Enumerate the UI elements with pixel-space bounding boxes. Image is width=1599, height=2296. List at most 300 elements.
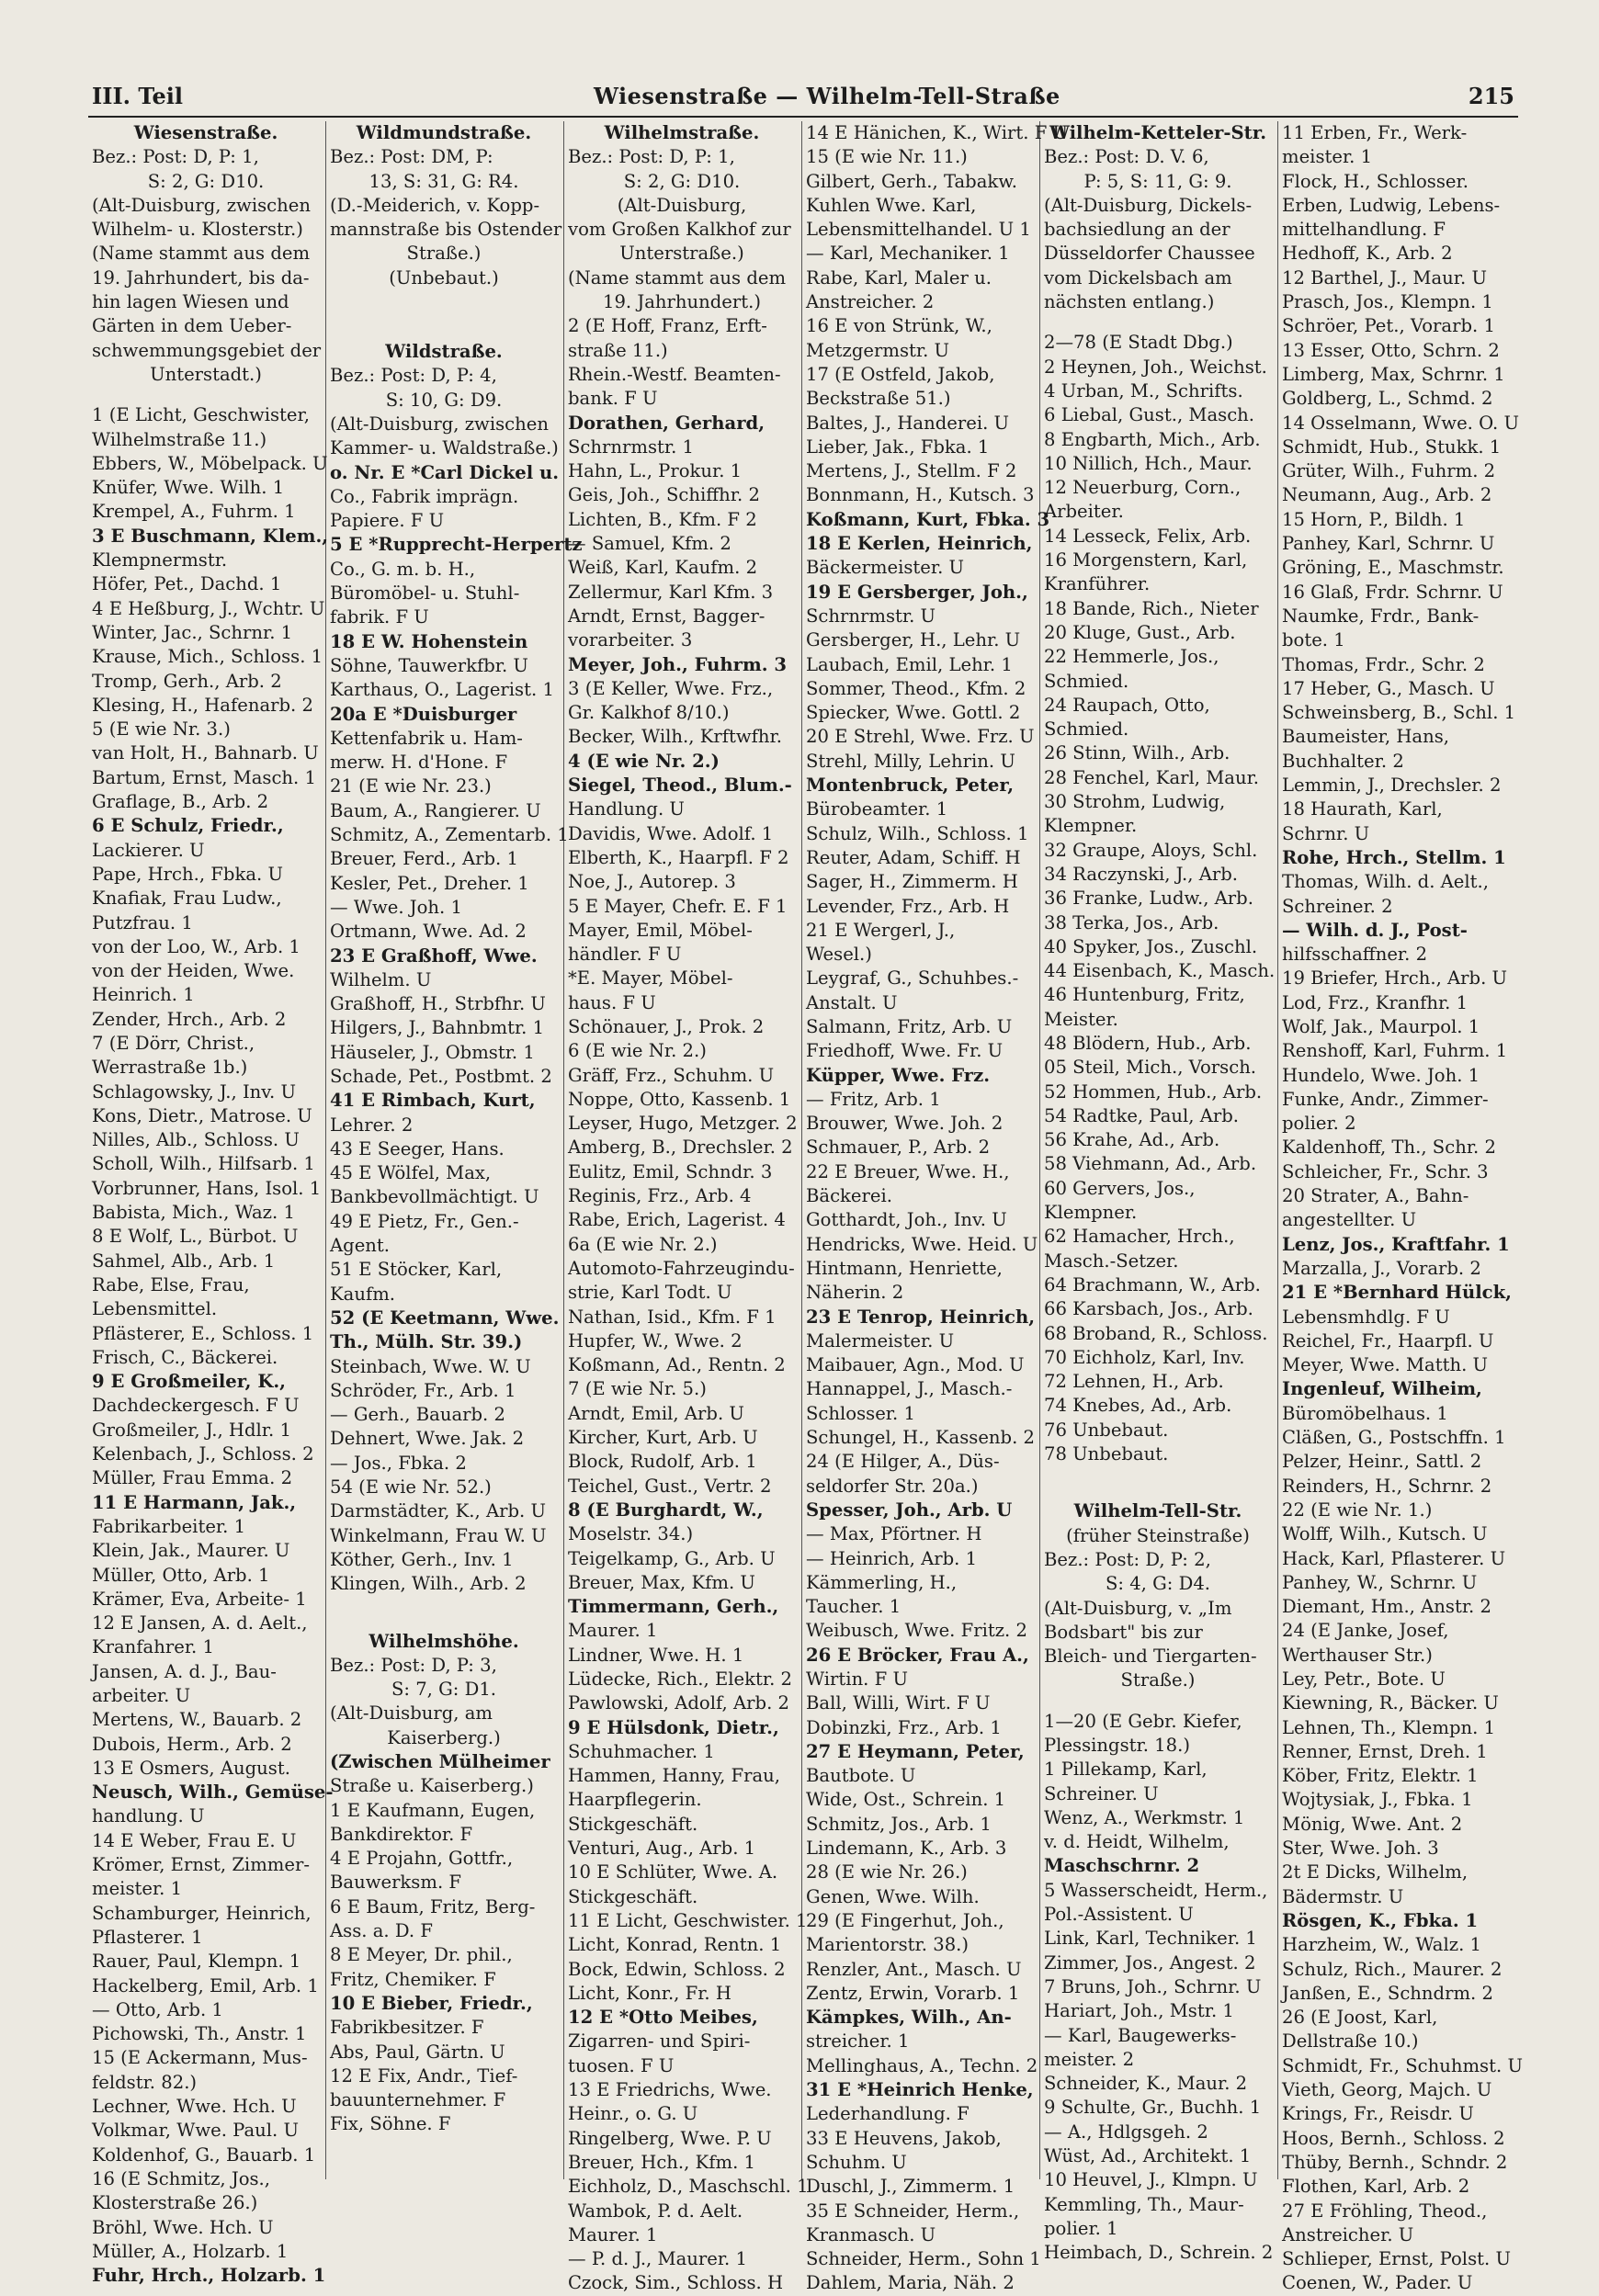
directory-entry: Schuhm. U (806, 2151, 907, 2173)
directory-entry: 14 E Weber, Frau E. U (92, 1829, 297, 1851)
directory-entry: S: 2, G: D10. (623, 170, 741, 192)
directory-entry: Kesler, Pet., Dreher. 1 (330, 872, 529, 894)
directory-entry: 21 (E wie Nr. 23.) (330, 775, 492, 797)
directory-entry: Kons, Dietr., Matrose. U (92, 1104, 312, 1126)
directory-entry: Lehrer. 2 (330, 1114, 414, 1136)
directory-entry: 15 Horn, P., Bildh. 1 (1282, 508, 1466, 530)
directory-entry: Babista, Mich., Waz. 1 (92, 1202, 295, 1224)
directory-entry: Harzheim, W., Walz. 1 (1282, 1934, 1482, 1956)
directory-entry: Reuter, Adam, Schiff. H (806, 846, 1021, 868)
directory-entry: seldorfer Str. 20a.) (806, 1475, 979, 1497)
directory-entry: Renzler, Ant., Masch. U (806, 1958, 1022, 1980)
directory-entry: Bauwerksm. F (330, 1872, 461, 1894)
directory-entry: 23 E Tenrop, Heinrich, (806, 1306, 1036, 1328)
column-6 (1278, 121, 1523, 2294)
directory-entry: Hannappel, J., Masch.- (806, 1378, 1013, 1400)
directory-entry: Maibauer, Agn., Mod. U (806, 1354, 1025, 1376)
directory-entry: 13, S: 31, G: R4. (369, 170, 519, 192)
directory-entry: Pichowski, Th., Anstr. 1 (92, 2023, 307, 2045)
directory-entry: 11 E Harmann, Jak., (92, 1491, 297, 1513)
directory-entry: 9 E Großmeiler, K., (92, 1371, 286, 1393)
directory-entry: 28 Fenchel, Karl, Maur. (1044, 766, 1260, 788)
directory-entry: 45 E Wölfel, Max, (330, 1162, 492, 1184)
directory-entry: Hammen, Hanny, Frau, (568, 1765, 781, 1787)
directory-entry: Köther, Gerh., Inv. 1 (330, 1548, 514, 1570)
directory-entry: Th., Mülh. Str. 39.) (330, 1331, 523, 1353)
directory-entry: 14 E Hänichen, K., Wirt. F U (806, 122, 1069, 143)
spacer (330, 1613, 558, 1630)
directory-entry: Knafiak, Frau Ludw., (92, 888, 282, 910)
directory-entry: S: 10, G: D9. (385, 389, 503, 411)
directory-entry: 54 Radtke, Paul, Arb. (1044, 1104, 1240, 1126)
directory-entry: Lebensmhdlg. F U (1282, 1306, 1450, 1328)
directory-entry: Schneider, K., Maur. 2 (1044, 2073, 1248, 2095)
directory-entry: Erben, Ludwig, Lebens- (1282, 194, 1501, 216)
directory-entry: streicher. 1 (806, 2030, 910, 2053)
directory-entry: — Wilh. d. J., Post- (1282, 919, 1468, 941)
directory-entry: Schungel, H., Kassenb. 2 (806, 1427, 1035, 1449)
directory-entry: Fuhr, Hrch., Holzarb. 1 (92, 2265, 326, 2287)
directory-entry: Marzalla, J., Vorarb. 2 (1282, 1257, 1481, 1279)
directory-entry: Gärten in dem Ueber- (92, 315, 292, 337)
directory-entry: 7 Bruns, Joh., Schrnr. U (1044, 1975, 1262, 1997)
directory-entry: 46 Huntenburg, Fritz, (1044, 984, 1245, 1006)
directory-entry: Lehnen, Th., Klempn. 1 (1282, 1716, 1496, 1738)
directory-entry: Baltes, J., Handerei. U (806, 412, 1010, 434)
directory-entry: 18 E Kerlen, Heinrich, (806, 533, 1033, 555)
directory-entry: Papiere. F U (330, 510, 445, 532)
directory-entry: Dorathen, Gerhard, (568, 412, 765, 434)
directory-entry: Cläßen, G., Postschffn. 1 (1282, 1427, 1506, 1449)
directory-entry: (Alt-Duisburg, (617, 194, 747, 216)
directory-entry: 8 E Meyer, Dr. phil., (330, 1944, 513, 1966)
directory-entry: Dubois, Herm., Arb. 2 (92, 1733, 292, 1755)
directory-entry: Karthaus, O., Lagerist. 1 (330, 679, 554, 701)
directory-entry: 15 (E wie Nr. 11.) (806, 146, 968, 168)
directory-entry: Licht, Konrad, Rentn. 1 (568, 1934, 782, 1956)
directory-entry: — Gerh., Bauarb. 2 (330, 1404, 505, 1426)
directory-entry: Krempel, A., Fuhrm. 1 (92, 501, 296, 523)
directory-entry: 19 Briefer, Hrch., Arb. U (1282, 967, 1508, 990)
directory-entry: Schleicher, Fr., Schr. 3 (1282, 1160, 1489, 1182)
directory-entry: meister. 2 (1044, 2048, 1135, 2070)
directory-entry: Spesser, Joh., Arb. U (806, 1499, 1013, 1521)
directory-entry: 4 Urban, M., Schrifts. (1044, 379, 1243, 402)
directory-entry: tuosen. F U (568, 2054, 675, 2076)
directory-entry: 5 E Mayer, Chefr. E. F 1 (568, 895, 788, 917)
directory-entry: Schmauer, P., Arb. 2 (806, 1137, 991, 1159)
directory-entry: 26 Stinn, Wilh., Arb. (1044, 742, 1230, 764)
directory-entry: Schade, Pet., Postbmt. 2 (330, 1065, 552, 1087)
directory-entry: 4 E Heßburg, J., Wchtr. U (92, 597, 325, 619)
directory-entry: (Alt-Duisburg, Dickels- (1044, 194, 1253, 216)
directory-entry: Rabe, Erich, Lagerist. 4 (568, 1209, 786, 1231)
directory-entry: Gr. Kalkhof 8/10.) (568, 702, 730, 724)
directory-entry: Bäckerei. (806, 1185, 892, 1207)
directory-entry: Höfer, Pet., Dachd. 1 (92, 573, 282, 595)
directory-entry: Bodsbart" bis zur (1044, 1621, 1203, 1643)
directory-entry: vom Großen Kalkhof zur (568, 219, 791, 241)
directory-entry: Wolf, Jak., Maurpol. 1 (1282, 1015, 1480, 1037)
spacer (330, 323, 558, 340)
spacer (1044, 1483, 1272, 1499)
directory-entry: polier. 2 (1282, 1113, 1356, 1135)
directory-entry: 7 (E wie Nr. 5.) (568, 1378, 707, 1400)
directory-entry: Bröhl, Wwe. Hch. U (92, 2216, 274, 2238)
directory-entry: Bäckermeister. U (806, 557, 965, 579)
directory-entry: Arndt, Ernst, Bagger- (568, 605, 765, 627)
directory-entry: 19. Jahrhundert, bis da- (92, 266, 310, 288)
directory-entry: Kemmling, Th., Maur- (1044, 2193, 1244, 2215)
directory-entry: Noe, J., Autorep. 3 (568, 871, 736, 893)
directory-entry: Czock, Sim., Schloss. H (568, 2272, 784, 2294)
directory-entry: v. d. Heidt, Wilhelm, (1044, 1831, 1230, 1853)
directory-entry: Strehl, Milly, Lehrin. U (806, 750, 1015, 772)
directory-entry: Funke, Andr., Zimmer- (1282, 1088, 1489, 1110)
directory-entry: Graflage, B., Arb. 2 (92, 791, 269, 813)
directory-entry: Bädermstr. U (1282, 1885, 1404, 1907)
directory-entry: 52 Hommen, Hub., Arb. (1044, 1080, 1263, 1103)
directory-entry: 26 (E Joost, Karl, (1282, 2007, 1438, 2029)
directory-entry: Stickgeschäft. (568, 1885, 698, 1907)
directory-entry: Sommer, Theod., Kfm. 2 (806, 677, 1026, 699)
directory-entry: 34 Raczynski, J., Arb. (1044, 863, 1238, 885)
directory-entry: Büromöbelhaus. 1 (1282, 1402, 1448, 1424)
directory-entry: Schlosser. 1 (806, 1402, 915, 1424)
directory-entry: 3 E Buschmann, Klem., (92, 525, 329, 547)
directory-entry: Köber, Fritz, Elektr. 1 (1282, 1765, 1479, 1787)
directory-entry: Rauer, Paul, Klempn. 1 (92, 1951, 301, 1973)
directory-entry: 60 Gervers, Jos., (1044, 1177, 1196, 1199)
directory-entry: Ley, Petr., Bote. U (1282, 1668, 1446, 1690)
directory-entry: 35 E Schneider, Herm., (806, 2200, 1020, 2222)
directory-entry: Hundelo, Wwe. Joh. 1 (1282, 1064, 1480, 1086)
directory-entry: Geis, Joh., Schiffhr. 2 (568, 484, 760, 506)
directory-entry: S: 2, G: D10. (147, 170, 265, 192)
directory-entry: Schlagowsky, J., Inv. U (92, 1080, 297, 1103)
directory-entry: Wenz, A., Werkmstr. 1 (1044, 1806, 1245, 1828)
directory-entry: Lindner, Wwe. H. 1 (568, 1644, 744, 1666)
directory-entry: Lichten, B., Kfm. F 2 (568, 508, 757, 530)
directory-entry: feldstr. 82.) (92, 2071, 198, 2093)
directory-entry: Meyer, Joh., Fuhrm. 3 (568, 653, 787, 675)
directory-entry: Schulz, Rich., Maurer. 2 (1282, 1958, 1503, 1980)
directory-entry: Pol.-Assistent. U (1044, 1904, 1194, 1926)
directory-entry: 27 E Fröhling, Theod., (1282, 2200, 1488, 2222)
directory-entry: Schreiner. 2 (1282, 895, 1393, 917)
directory-entry: Hendricks, Wwe. Heid. U (806, 1233, 1038, 1255)
column-2 (326, 121, 583, 2179)
directory-entry: Bankbevollmächtigt. U (330, 1186, 539, 1208)
directory-entry: Mertens, W., Bauarb. 2 (92, 1709, 302, 1731)
directory-entry: polier. 1 (1044, 2217, 1118, 2239)
directory-entry: Schulz, Wilh., Schloss. 1 (806, 822, 1029, 844)
directory-entry: Lieber, Jak., Fbka. 1 (806, 435, 990, 458)
directory-entry: Lod, Frz., Kranfhr. 1 (1282, 991, 1469, 1013)
directory-entry: nächsten entlang.) (1044, 291, 1215, 313)
directory-entry: bachsiedlung an der (1044, 219, 1230, 241)
directory-entry: Anstreicher. 2 (806, 291, 935, 313)
directory-entry: 18 Bande, Rich., Nieter (1044, 597, 1259, 619)
spacer (1044, 1466, 1272, 1483)
directory-entry: — Karl, Mechaniker. 1 (806, 243, 1010, 265)
directory-entry: Hack, Karl, Pflasterer. U (1282, 1547, 1506, 1569)
directory-entry: von der Loo, W., Arb. 1 (92, 935, 301, 957)
directory-entry: 12 E Jansen, A. d. Aelt., (92, 1612, 308, 1634)
directory-entry: Bautbote. U (806, 1765, 916, 1787)
directory-entry: 64 Brachmann, W., Arb. (1044, 1273, 1261, 1295)
directory-entry: (Zwischen Mülheimer (330, 1751, 550, 1772)
directory-entry: Rabe, Karl, Maler u. (806, 266, 992, 288)
directory-entry: 8 E Wolf, L., Bürbot. U (92, 1226, 299, 1248)
directory-entry: Näherin. 2 (806, 1282, 904, 1304)
directory-entry: Prasch, Jos., Klempn. 1 (1282, 291, 1493, 313)
directory-entry: (D.-Meiderich, v. Kopp- (330, 194, 540, 216)
directory-entry: 36 Franke, Ludw., Arb. (1044, 888, 1253, 910)
directory-entry: Handlung. U (568, 798, 685, 820)
directory-entry: 1 E Kaufmann, Eugen, (330, 1799, 536, 1821)
directory-entry: Krömer, Ernst, Zimmer- (92, 1854, 310, 1876)
directory-entry: Hoos, Bernh., Schloss. 2 (1282, 2127, 1505, 2149)
directory-entry: 43 E Seeger, Hans. (330, 1137, 505, 1159)
directory-entry: Rhein.-Westf. Beamten- (568, 363, 781, 385)
directory-entry: bauunternehmer. F (330, 2089, 506, 2111)
street-heading: Wilhelmstraße. (604, 122, 760, 143)
directory-entry: von der Heiden, Wwe. (92, 960, 295, 982)
directory-entry: Werthauser Str.) (1282, 1644, 1433, 1666)
directory-entry: 31 E *Heinrich Henke, (806, 2079, 1034, 2101)
directory-entry: *E. Mayer, Möbel- (568, 967, 733, 990)
directory-entry: Schmied. (1044, 670, 1129, 692)
street-heading: Wiesenstraße. (133, 122, 278, 143)
directory-entry: Leyser, Hugo, Metzger. 2 (568, 1113, 798, 1135)
directory-entry: 15 (E Ackermann, Mus- (92, 2047, 308, 2069)
directory-entry: Pawlowski, Adolf, Arb. 2 (568, 1692, 789, 1714)
directory-entry: Schamburger, Heinrich, (92, 1902, 312, 1924)
directory-entry: 13 E Friedrichs, Wwe. (568, 2079, 772, 2101)
directory-entry: 2 (E Hoff, Franz, Erft- (568, 315, 767, 337)
directory-entry: Scholl, Wilh., Hilfsarb. 1 (92, 1153, 315, 1175)
directory-entry: Ingenleuf, Wilheim, (1282, 1378, 1482, 1400)
directory-entry: 29 (E Fingerhut, Joh., (806, 1909, 1004, 1931)
directory-entry: Klein, Jak., Maurer. U (92, 1540, 290, 1562)
directory-entry: Stickgeschäft. (568, 1813, 698, 1835)
directory-entry: Schrnrmstr. U (806, 605, 936, 627)
directory-entry: Masch.-Setzer. (1044, 1250, 1179, 1272)
directory-entry: Limberg, Max, Schrnr. 1 (1282, 363, 1505, 385)
directory-entry: Klempner. (1044, 815, 1138, 837)
directory-entry: Schlieper, Ernst, Polst. U (1282, 2248, 1511, 2270)
directory-entry: Klesing, H., Hafenarb. 2 (92, 694, 313, 716)
directory-entry: Beckstraße 51.) (806, 388, 951, 410)
directory-entry: S: 7, G: D1. (391, 1679, 497, 1701)
directory-entry: Baumeister, Hans, (1282, 726, 1450, 748)
directory-entry: Spiecker, Wwe. Gottl. 2 (806, 702, 1021, 724)
directory-entry: Bez.: Post: DM, P: (330, 146, 493, 168)
directory-entry: Straße u. Kaiserberg.) (330, 1775, 534, 1797)
directory-entry: Mönig, Wwe. Ant. 2 (1282, 1813, 1463, 1835)
directory-entry: Kaiserberg.) (387, 1726, 501, 1748)
spacer (330, 307, 558, 323)
directory-entry: 20a E *Duisburger (330, 703, 517, 725)
directory-entry: Klempnermstr. (92, 549, 228, 571)
directory-entry: Abs, Paul, Gärtn. U (330, 2041, 505, 2063)
directory-entry: Putzfrau. 1 (92, 911, 193, 933)
directory-entry: Gersberger, H., Lehr. U (806, 629, 1021, 651)
directory-entry: 2—78 (E Stadt Dbg.) (1044, 332, 1233, 354)
directory-entry: Kettenfabrik u. Ham- (330, 727, 523, 749)
directory-entry: hin lagen Wiesen und (92, 291, 289, 313)
directory-entry: Friedhoff, Wwe. Fr. U (806, 1040, 1004, 1062)
directory-entry: 10 Nillich, Hch., Maur. (1044, 452, 1253, 474)
directory-entry: Zellermur, Karl Kfm. 3 (568, 581, 774, 603)
spacer (330, 290, 558, 307)
directory-entry: Schmitz, Jos., Arb. 1 (806, 1813, 992, 1835)
directory-entry: 6 E Baum, Fritz, Berg- (330, 1895, 536, 1917)
directory-entry: 1 (E Licht, Geschwister, (92, 404, 310, 426)
directory-entry: mannstraße bis Ostender (330, 219, 562, 241)
directory-entry: Straße.) (406, 243, 482, 265)
directory-entry: Elberth, K., Haarpfl. F 2 (568, 846, 789, 868)
directory-entry: Schuhmacher. 1 (568, 1740, 715, 1762)
directory-entry: 51 E Stöcker, Karl, (330, 1259, 503, 1281)
directory-entry: Heinr., o. G. U (568, 2103, 698, 2125)
directory-entry: Anstalt. U (806, 991, 898, 1013)
directory-entry: 24 (E Janke, Josef, (1282, 1620, 1449, 1642)
directory-entry: Rabe, Else, Frau, (92, 1273, 250, 1295)
directory-entry: 7 (E Dörr, Christ., (92, 1032, 255, 1054)
directory-entry: Laubach, Emil, Lehr. 1 (806, 653, 1013, 675)
spacer (92, 387, 320, 403)
directory-entry: Lüdecke, Rich., Elektr. 2 (568, 1668, 793, 1690)
directory-entry: — Jos., Fbka. 2 (330, 1452, 467, 1474)
directory-columns (88, 121, 1523, 2294)
directory-entry: 23 E Graßhoff, Wwe. (330, 944, 538, 967)
directory-entry: Großmeiler, J., Hdlr. 1 (92, 1419, 291, 1441)
directory-entry: Ebbers, W., Möbelpack. U (92, 452, 328, 474)
directory-entry: Lechner, Wwe. Hch. U (92, 2096, 297, 2118)
directory-entry: Bankdirektor. F (330, 1823, 473, 1845)
directory-entry: Schröer, Pet., Vorarb. 1 (1282, 315, 1495, 337)
directory-entry: Licht, Konr., Fr. H (568, 1982, 731, 2004)
directory-entry: Steinbach, Wwe. W. U (330, 1355, 531, 1377)
directory-entry: 24 Raupach, Otto, (1044, 694, 1210, 716)
directory-entry: Renshoff, Karl, Fuhrm. 1 (1282, 1040, 1508, 1062)
directory-entry: Tromp, Gerh., Arb. 2 (92, 670, 282, 692)
directory-entry: Frisch, C., Bäckerei. (92, 1346, 278, 1368)
directory-entry: Bez.: Post: D, P: 1, (92, 146, 259, 168)
directory-entry: Maurer. 1 (568, 1620, 658, 1642)
directory-entry: Panhey, Karl, Schrnr. U (1282, 533, 1495, 555)
directory-entry: Zimmer, Jos., Angest. 2 (1044, 1951, 1256, 1974)
directory-entry: 10 E Schlüter, Wwe. A. (568, 1861, 778, 1883)
directory-entry: Hilgers, J., Bahnbmtr. 1 (330, 1017, 545, 1039)
directory-entry: Klosterstraße 26.) (92, 2192, 258, 2214)
section-label: III. Teil (92, 83, 183, 109)
directory-entry: haus. F U (568, 991, 656, 1013)
directory-entry: Fritz, Chemiker. F (330, 1968, 496, 1990)
directory-entry: Flothen, Karl, Arb. 2 (1282, 2176, 1470, 2198)
directory-entry: 12 Neuerburg, Corn., (1044, 477, 1242, 499)
directory-entry: Reinders, H., Schrnr. 2 (1282, 1475, 1492, 1497)
directory-entry: Panhey, W., Schrnr. U (1282, 1571, 1478, 1593)
directory-entry: Büromöbel- u. Stuhl- (330, 582, 520, 605)
directory-entry: meister. 1 (92, 1878, 183, 1900)
directory-entry: Sahmel, Alb., Arb. 1 (92, 1250, 276, 1272)
directory-entry: Ringelberg, Wwe. P. U (568, 2127, 772, 2149)
directory-entry: Gotthardt, Joh., Inv. U (806, 1209, 1007, 1231)
directory-entry: 52 (E Keetmann, Wwe. (330, 1306, 560, 1329)
directory-entry: Hupfer, W., Wwe. 2 (568, 1329, 743, 1352)
directory-entry: 21 E *Bernhard Hülck, (1282, 1282, 1513, 1304)
spacer (330, 1597, 558, 1613)
directory-entry: 2 Heynen, Joh., Weichst. (1044, 356, 1267, 378)
directory-entry: Knüfer, Wwe. Wilh. 1 (92, 477, 285, 499)
directory-entry: Ball, Willi, Wirt. F U (806, 1692, 991, 1714)
spacer (1044, 314, 1272, 331)
directory-entry: 16 Glaß, Frdr. Schrnr. U (1282, 581, 1503, 603)
street-heading: Wildstraße. (385, 341, 503, 363)
directory-entry: Müller, A., Holzarb. 1 (92, 2240, 289, 2262)
directory-entry: — Max, Pförtner. H (806, 1523, 982, 1545)
directory-entry: 6a (E wie Nr. 2.) (568, 1233, 718, 1255)
directory-entry: Müller, Otto, Arb. 1 (92, 1564, 270, 1586)
directory-entry: Schneider, Herm., Sohn 1 (806, 2248, 1041, 2270)
directory-entry: Weiß, Karl, Kaufm. 2 (568, 557, 758, 579)
directory-entry: Kaldenhoff, Th., Schr. 2 (1282, 1137, 1496, 1159)
directory-entry: Thüby, Bernh., Schndr. 2 (1282, 2151, 1508, 2173)
directory-entry: 40 Spyker, Jos., Zuschl. (1044, 935, 1258, 957)
directory-entry: Koßmann, Kurt, Fbka. 3 (806, 508, 1050, 530)
directory-entry: Agent. (330, 1235, 391, 1257)
directory-entry: Wilhelm. U (330, 968, 432, 990)
directory-entry: Vorbrunner, Hans, Isol. 1 (92, 1177, 322, 1199)
directory-entry: 18 E W. Hohenstein (330, 630, 528, 652)
directory-entry: Hahn, L., Prokur. 1 (568, 460, 743, 482)
directory-entry: 18 Haurath, Karl, (1282, 798, 1443, 820)
directory-entry: Renner, Ernst, Dreh. 1 (1282, 1740, 1488, 1762)
directory-entry: 12 Barthel, J., Maur. U (1282, 266, 1487, 288)
directory-entry: 48 Blödern, Hub., Arb. (1044, 1032, 1252, 1054)
directory-entry: Hedhoff, K., Arb. 2 (1282, 243, 1453, 265)
directory-entry: 56 Krahe, Ad., Arb. (1044, 1129, 1220, 1151)
directory-entry: Häuseler, J., Obmstr. 1 (330, 1041, 535, 1063)
directory-entry: 20 Strater, A., Bahn- (1282, 1185, 1469, 1207)
directory-entry: Müller, Frau Emma. 2 (92, 1467, 293, 1489)
directory-entry: bote. 1 (1282, 629, 1345, 651)
directory-entry: Rösgen, K., Fbka. 1 (1282, 1909, 1479, 1931)
directory-entry: Janßen, E., Schndrm. 2 (1282, 1982, 1493, 2004)
directory-entry: Becker, Wilh., Krftwfhr. (568, 726, 782, 748)
directory-entry: 17 Heber, G., Masch. U (1282, 677, 1495, 699)
directory-entry: handlung. U (92, 1805, 205, 1827)
directory-entry: Maurer. 1 (568, 2223, 658, 2245)
directory-entry: 2t E Dicks, Wilhelm, (1282, 1861, 1469, 1883)
directory-entry: — Samuel, Kfm. 2 (568, 533, 731, 555)
directory-entry: 72 Lehnen, H., Arb. (1044, 1371, 1224, 1393)
directory-entry: Koßmann, Ad., Rentn. 2 (568, 1354, 786, 1376)
directory-entry: Söhne, Tauwerkfbr. U (330, 654, 528, 676)
directory-entry: 30 Strohm, Ludwig, (1044, 791, 1226, 813)
directory-entry: (früher Steinstraße) (1066, 1524, 1250, 1546)
directory-entry: Salmann, Fritz, Arb. U (806, 1015, 1013, 1037)
directory-entry: Ortmann, Wwe. Ad. 2 (330, 921, 527, 943)
directory-entry: Grüter, Wilh., Fuhrm. 2 (1282, 460, 1496, 482)
directory-entry: 9 E Hülsdonk, Dietr., (568, 1716, 779, 1738)
directory-entry: Breuer, Hch., Kfm. 1 (568, 2151, 756, 2173)
street-heading: Wildmundstraße. (356, 122, 532, 143)
directory-entry: Lenz, Jos., Kraftfahr. 1 (1282, 1233, 1510, 1255)
